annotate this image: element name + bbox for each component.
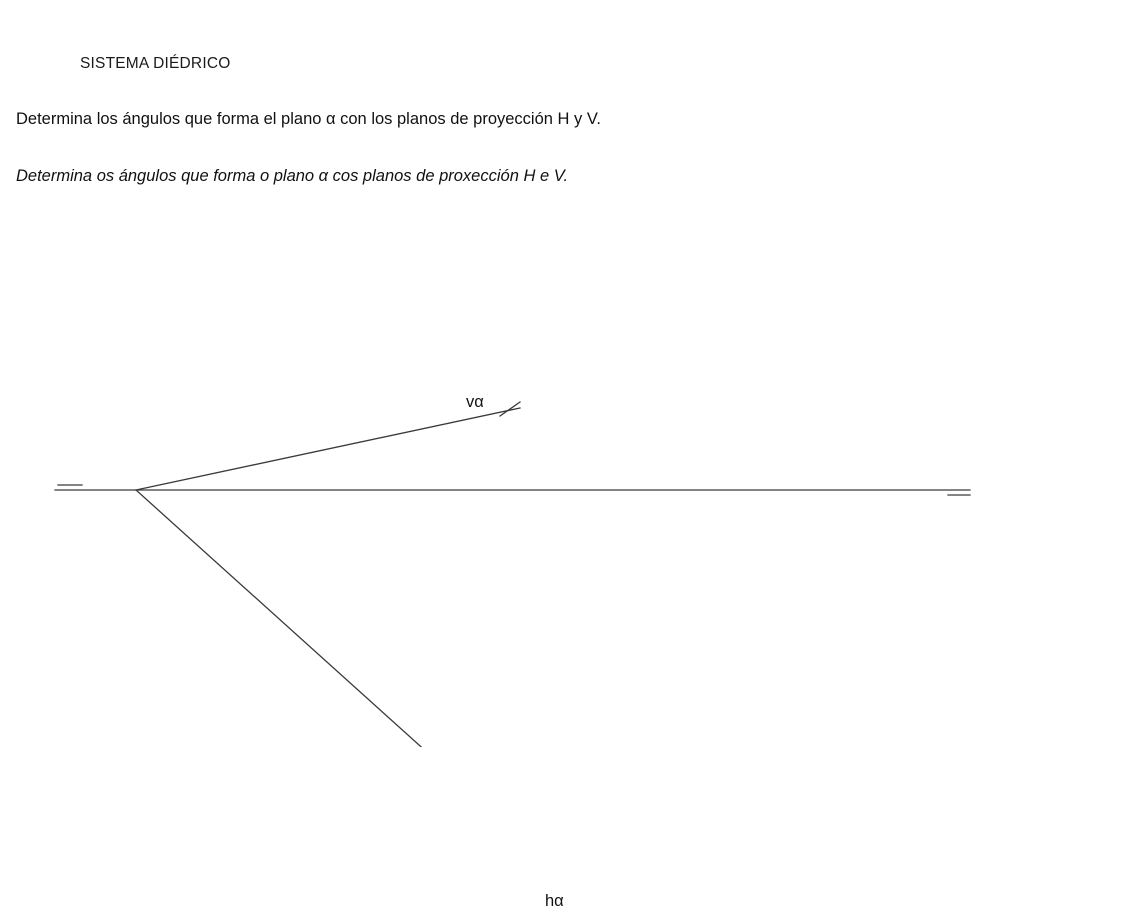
statement-galician: Determina os ángulos que forma o plano α cos planos de proxección H e V. [16,167,569,185]
vertical-trace-label: vα [466,393,484,411]
diedric-figure [0,190,1130,910]
statement-spanish: Determina los ángulos que forma el plano α con los planos de proyección H y V. [16,110,601,128]
page-title: SISTEMA DIÉDRICO [80,55,231,72]
figure-svg [0,190,1130,747]
vertical-trace-line [136,408,520,490]
horizontal-trace-line [136,490,580,747]
horizontal-trace-label: hα [545,892,564,910]
